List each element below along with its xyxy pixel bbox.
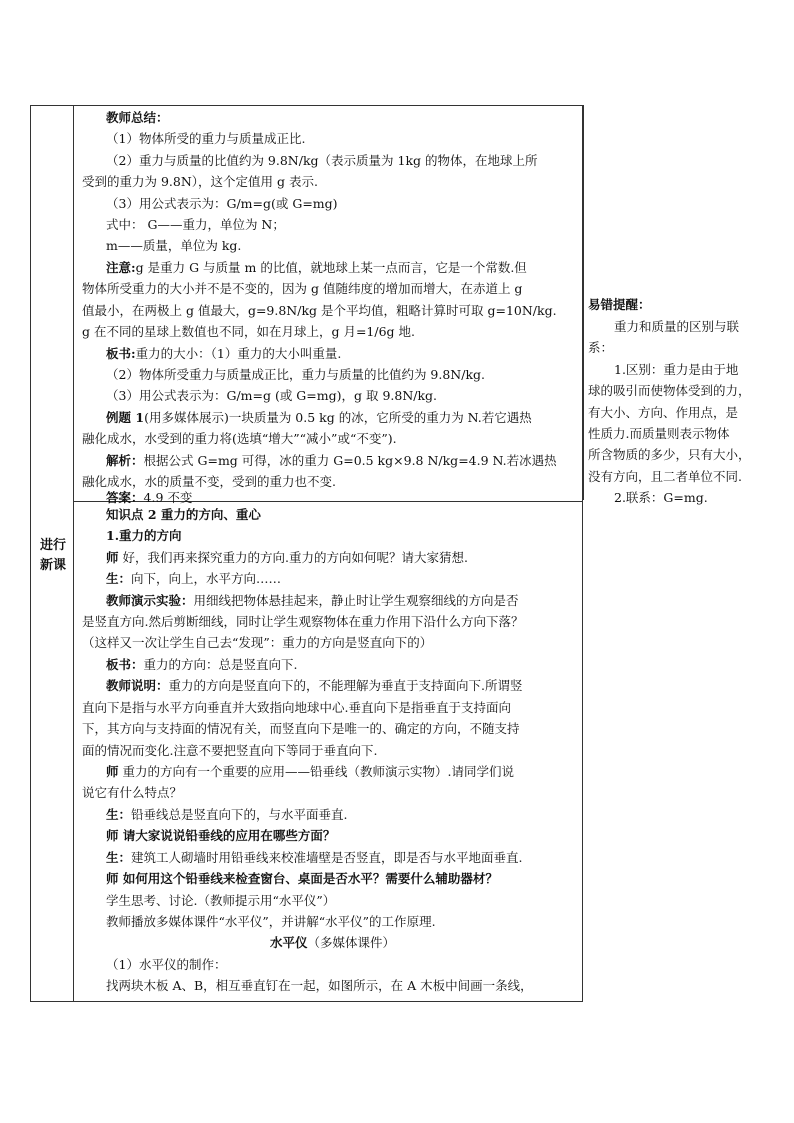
explain-b: 直向下是指与水平方向垂直并大致指向地球中心.垂直向下是指垂直于支持面向 — [82, 700, 511, 715]
teacher-line-3 — [106, 828, 335, 844]
note-d: g 在不同的星球上数值也不同，如在月球上，g 月=1/6g 地. — [82, 324, 415, 339]
teacher-line-1 — [106, 550, 468, 566]
student-line-3-text: 建筑工人砌墙时用铅垂线来校准墙壁是否竖直，即是否与水平地面垂直. — [131, 850, 523, 865]
note-a — [106, 260, 527, 276]
answer-label: 答案： — [106, 490, 144, 505]
example-a — [106, 410, 532, 426]
explain-c: 下，其方向与支持面的情况有关，而竖直向下是唯一的、确定的方向，不随支持 — [82, 721, 520, 736]
level-heading-note: （多媒体课件） — [307, 935, 396, 950]
demo-label: 教师演示实验： — [106, 593, 194, 608]
side-f: 性质力.而质量则表示物体 — [588, 426, 730, 441]
note-a-text: g 是重力 G 与质量 m 的比值，就地球上某一点而言，它是一个常数.但 — [135, 260, 527, 275]
teacher-line-2-text: 重力的方向有一个重要的应用——铅垂线（教师演示实物）.请同学们说 — [118, 764, 514, 779]
teacher-line-2 — [106, 764, 514, 780]
student-line-1 — [106, 571, 281, 587]
answer — [106, 490, 192, 506]
board-b: （2）物体所受重力与质量成正比，重力与质量的比值约为 9.8N/kg. — [106, 367, 486, 382]
side-i: 2.联系：G=mg. — [614, 490, 708, 505]
multimedia-line: 教师播放多媒体课件“水平仪”，并讲解“水平仪”的工作原理. — [106, 914, 436, 929]
kp2-board — [106, 657, 298, 673]
teacher-label: 师 — [106, 871, 119, 886]
solution-label: 解析： — [106, 453, 144, 468]
level-step: 找两块木板 A、B，相互垂直钉在一起，如图所示，在 A 木板中间画一条线， — [106, 978, 533, 993]
summary-p3: （3）用公式表示为：G/m=g(或 G=mg) — [106, 196, 338, 211]
solution-a-text: 根据公式 G=mg 可得，冰的重力 G=0.5 kg×9.8 N/kg=4.9 N.若冰遇热 — [143, 453, 557, 468]
side-b: 系： — [588, 340, 614, 355]
explain-a — [106, 678, 523, 694]
section-label-line1: 进行 — [39, 538, 66, 553]
board-label: 板书: — [106, 346, 136, 361]
student-line-3 — [106, 850, 523, 866]
level-making: （1）水平仪的制作： — [106, 957, 227, 972]
solution-a — [106, 453, 557, 469]
side-a: 重力和质量的区别与联 — [614, 319, 740, 334]
demo-a — [106, 593, 519, 609]
example-a-text: (用多媒体展示)一块质量为 0.5 kg 的冰，它所受的重力为 N.若它遇热 — [144, 410, 532, 425]
example-label: 例题 1 — [106, 410, 145, 425]
side-g: 所含物质的多少，只有大小， — [588, 447, 751, 462]
demo-a-text: 用细线把物体悬挂起来，静止时让学生观察细线的方向是否 — [193, 593, 519, 608]
summary-p1: （1）物体所受的重力与质量成正比. — [106, 131, 306, 146]
side-c: 1.区别：重力是由于地 — [614, 362, 739, 377]
side-title: 易错提醒： — [588, 297, 651, 312]
level-heading — [270, 935, 395, 951]
note-b: 物体所受重力的大小并不是不变的，因为 g 值随纬度的增加而增大，在赤道上 g — [82, 281, 523, 296]
teacher-line-3-text: 请大家说说铅垂线的应用在哪些方面？ — [118, 828, 336, 843]
level-heading-title: 水平仪 — [270, 935, 308, 950]
section-label-line2: 新课 — [39, 558, 66, 573]
side-h: 没有方向，且二者单位不同. — [588, 469, 742, 484]
kp2-title: 知识点 2 重力的方向、重心 — [106, 507, 261, 522]
board-c: （3）用公式表示为：G/m=g (或 G=mg)，g 取 9.8N/kg. — [106, 388, 438, 403]
summary-p2a: （2）重力与质量的比值约为 9.8N/kg（表示质量为 1kg 的物体，在地球上所 — [106, 153, 538, 168]
kp2-board-text: 重力的方向：总是竖直向下. — [143, 657, 298, 672]
note-label: 注意: — [106, 260, 136, 275]
student-line-2-text: 铅垂线总是竖直向下的，与水平面垂直. — [131, 807, 348, 822]
lesson-table — [30, 105, 583, 1002]
solution-b: 融化成水，水的质量不变，受到的重力也不变. — [82, 474, 336, 489]
teacher-line-2b: 说它有什么特点？ — [82, 785, 183, 800]
teacher-line-4-text: 如何用这个铅垂线来检查窗台、桌面是否水平？需要什么辅助器材？ — [118, 871, 498, 886]
board-a-text: 重力的大小：（1）重力的大小叫重量. — [135, 346, 342, 361]
side-note — [583, 105, 754, 505]
teacher-line-1-text: 好，我们再来探究重力的方向.重力的方向如何呢？请大家猜想. — [118, 550, 468, 565]
kp2-subtitle: 1.重力的方向 — [106, 528, 182, 543]
student-label: 生： — [106, 850, 132, 865]
discussion-line: 学生思考、讨论.（教师提示用“水平仪”） — [106, 893, 336, 908]
teacher-line-4 — [106, 871, 498, 887]
teacher-label: 师 — [106, 764, 119, 779]
student-label: 生： — [106, 571, 132, 586]
kp2-board-label: 板书： — [106, 657, 144, 672]
section-label — [37, 536, 69, 576]
answer-text: 4.9 不变 — [143, 490, 193, 505]
note-c: 值最小，在两极上 g 值最大，g=9.8N/kg 是个平均值，粗略计算时可取 g=10N/kg. — [82, 303, 557, 318]
explain-label: 教师说明： — [106, 678, 169, 693]
example-b: 融化成水，水受到的重力将(选填“增大”“减小”或“不变”). — [82, 431, 397, 446]
summary-title: 教师总结： — [106, 110, 169, 125]
teacher-label: 师 — [106, 550, 119, 565]
side-e: 有大小、方向、作用点，是 — [588, 405, 739, 420]
content-column — [74, 106, 582, 1001]
teacher-label: 师 — [106, 828, 119, 843]
side-d: 球的吸引而使物体受到的力， — [588, 383, 751, 398]
demo-c: （这样又一次让学生自己去“发现”：重力的方向是竖直向下的） — [82, 635, 433, 650]
section-column — [31, 106, 74, 1001]
summary-p2b: 受到的重力为 9.8N），这个定值用 g 表示. — [82, 174, 318, 189]
explain-a-text: 重力的方向是竖直向下的，不能理解为垂直于支持面向下.所谓竖 — [168, 678, 523, 693]
student-line-2 — [106, 807, 348, 823]
explain-d: 面的情况而变化.注意不要把竖直向下等同于垂直向下. — [82, 743, 378, 758]
student-label: 生： — [106, 807, 132, 822]
summary-p5: m——质量，单位为 kg. — [106, 238, 242, 253]
student-line-1-text: 向下，向上，水平方向…… — [131, 571, 282, 586]
board-a — [106, 346, 341, 362]
demo-b: 是竖直方向.然后剪断细线，同时让学生观察物体在重力作用下沿什么方向下落？ — [82, 614, 524, 629]
summary-p4: 式中： G——重力，单位为 N； — [106, 217, 285, 232]
